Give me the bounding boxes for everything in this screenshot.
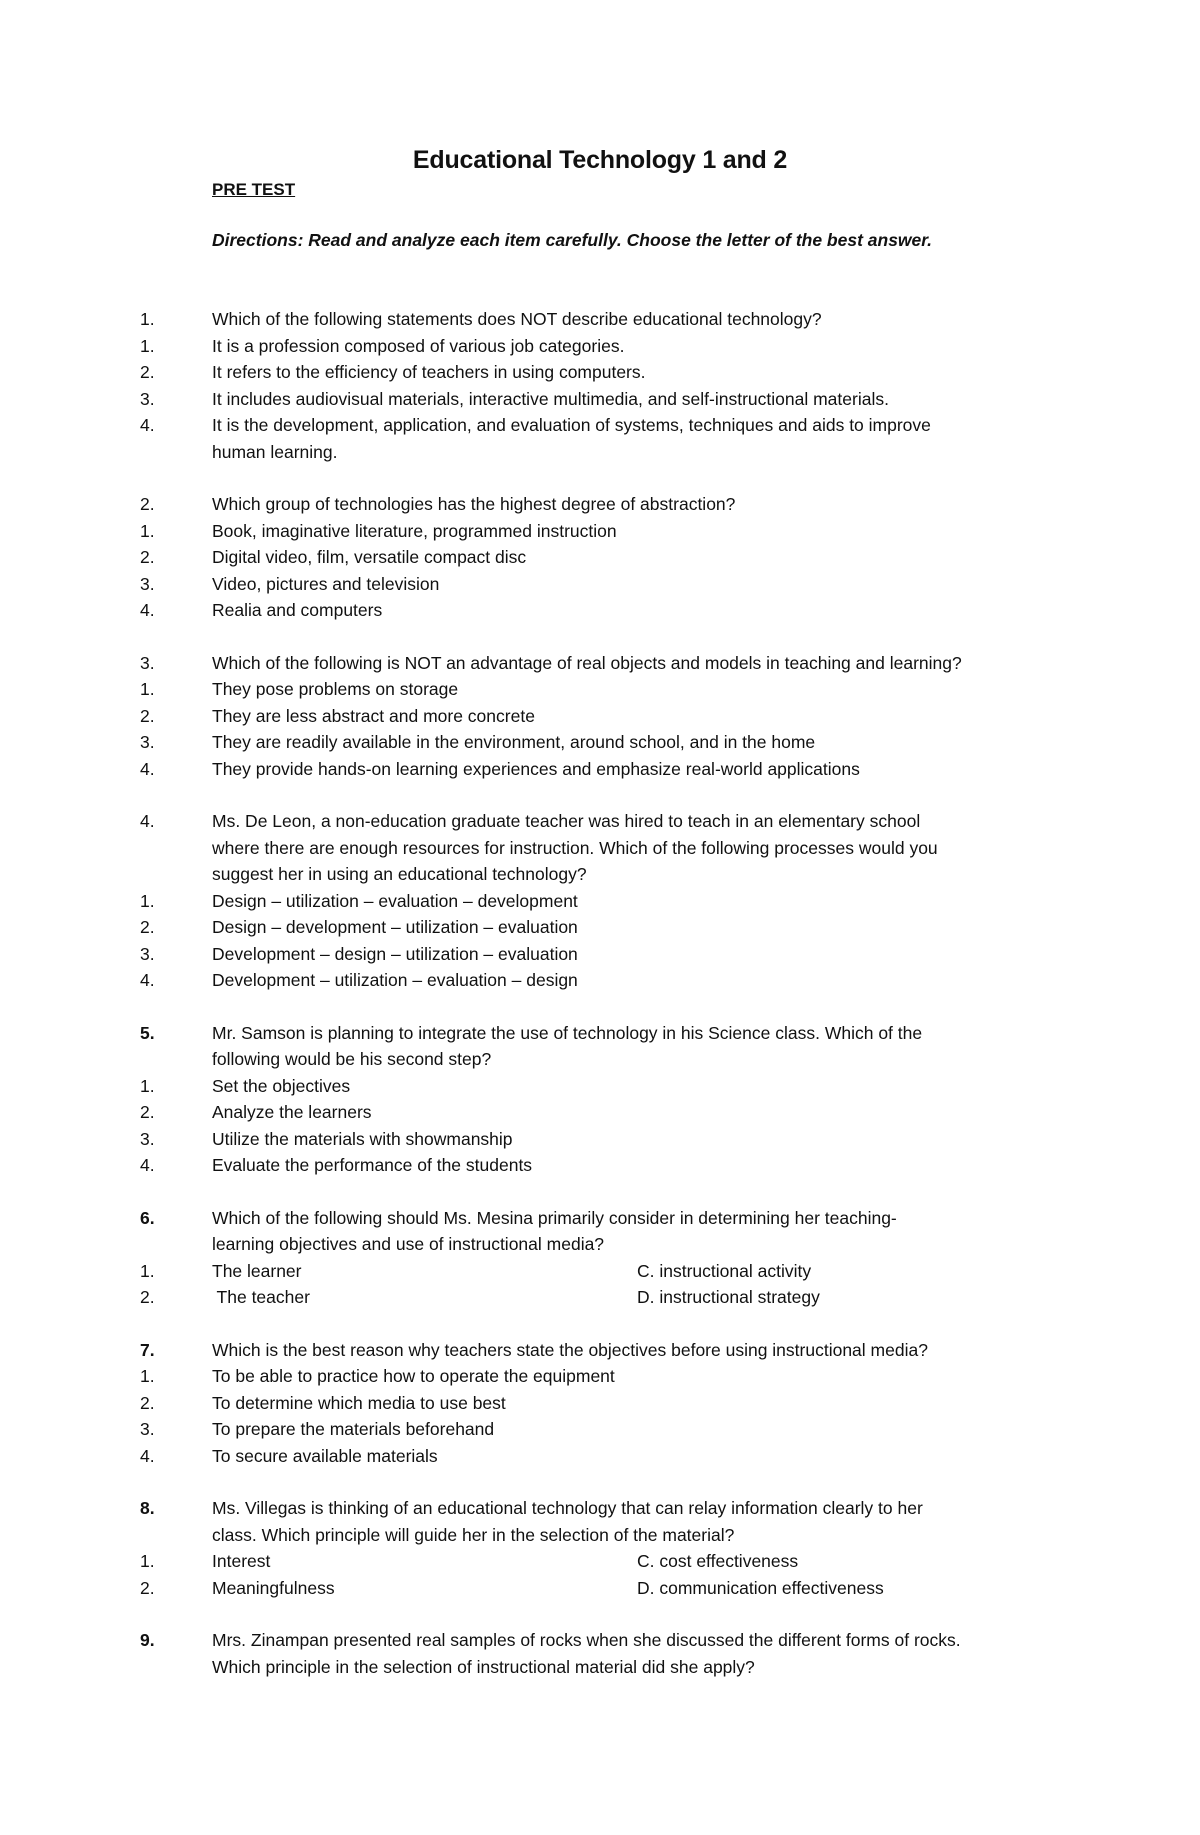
question-block <box>0 1020 1200 1179</box>
question-stem-line <box>0 306 1200 333</box>
option-number: 2. <box>140 362 155 382</box>
option-text: Design – development – utilization – evaluation <box>212 917 578 937</box>
answer-option <box>0 1126 1200 1153</box>
answer-option <box>0 914 1200 941</box>
answer-option <box>0 888 1200 915</box>
answer-option <box>0 967 1200 994</box>
option-number: 2. <box>140 1392 155 1413</box>
question-text: Ms. Villegas is thinking of an educational technology that can relay information clearly to her <box>212 1498 923 1518</box>
question-stem-line <box>0 1231 1200 1258</box>
option-number: 1. <box>140 1260 155 1281</box>
option-text: Development – design – utilization – evaluation <box>212 943 578 964</box>
option-text: human learning. <box>212 441 338 462</box>
question-stem-line <box>0 1020 1200 1047</box>
option-number: 3. <box>140 732 155 752</box>
question-text: Which principle in the selection of instructional material did she apply? <box>212 1656 755 1677</box>
answer-option <box>0 359 1200 386</box>
question-text: Which of the following statements does NOT describe educational technology? <box>212 309 822 329</box>
answer-option <box>0 544 1200 571</box>
question-block <box>0 1205 1200 1311</box>
option-columns <box>212 1548 1072 1575</box>
answer-option <box>0 386 1200 413</box>
option-text-right: D. instructional strategy <box>637 1287 820 1307</box>
question-stem-line <box>0 1522 1200 1549</box>
option-number: 1. <box>140 679 155 699</box>
answer-option <box>0 729 1200 756</box>
option-number: 4. <box>140 600 155 620</box>
option-text-right: D. communication effectiveness <box>637 1577 884 1598</box>
question-text: following would be his second step? <box>212 1049 492 1069</box>
question-number: 4. <box>140 811 155 831</box>
option-text: To determine which media to use best <box>212 1392 506 1413</box>
answer-option <box>0 1390 1200 1417</box>
question-stem-line <box>0 1495 1200 1522</box>
answer-option <box>0 571 1200 598</box>
question-stem-line <box>0 835 1200 862</box>
option-number: 1. <box>140 1075 155 1096</box>
option-text: Video, pictures and television <box>212 573 440 594</box>
option-number: 1. <box>140 335 155 356</box>
answer-option <box>0 439 1200 466</box>
question-number: 5. <box>140 1022 155 1043</box>
question-text: suggest her in using an educational technology? <box>212 864 587 884</box>
option-text: The learner <box>212 1260 302 1281</box>
option-number: 4. <box>140 1445 155 1466</box>
option-text: Meaningfulness <box>212 1577 335 1598</box>
question-text: class. Which principle will guide her in the selection of the material? <box>212 1524 735 1545</box>
answer-option <box>0 1363 1200 1390</box>
question-number <box>0 1522 212 1549</box>
question-block <box>0 650 1200 783</box>
answer-option <box>0 1443 1200 1470</box>
question-number: 9. <box>140 1630 155 1650</box>
answer-option <box>0 518 1200 545</box>
option-number: 3. <box>140 1419 155 1439</box>
option-number: 4. <box>140 415 155 435</box>
option-text: They pose problems on storage <box>212 679 459 699</box>
option-text: Interest <box>212 1551 271 1571</box>
option-text: They are readily available in the environment, around school, and in the home <box>212 732 816 752</box>
option-number: 4. <box>140 1155 155 1175</box>
option-number: 1. <box>140 890 155 911</box>
question-text: Mrs. Zinampan presented real samples of rocks when she discussed the different forms of rocks. <box>212 1630 961 1650</box>
option-number: 2. <box>140 1287 155 1307</box>
question-stem-line <box>0 1046 1200 1073</box>
option-text: They provide hands-on learning experiences and emphasize real-world applications <box>212 758 860 779</box>
answer-option-pair <box>0 1258 1200 1285</box>
question-block <box>0 808 1200 994</box>
question-number <box>0 835 212 862</box>
question-stem-line <box>0 1627 1200 1654</box>
option-text: Book, imaginative literature, programmed instruction <box>212 520 617 541</box>
question-text: Which of the following should Ms. Mesina primarily consider in determining her teaching- <box>212 1207 897 1228</box>
option-text: Development – utilization – evaluation – design <box>212 970 578 990</box>
option-text: Design – utilization – evaluation – development <box>212 890 578 911</box>
answer-option <box>0 1099 1200 1126</box>
questions-list <box>0 306 1200 1706</box>
option-columns <box>212 1258 1072 1285</box>
question-block <box>0 1627 1200 1680</box>
question-number: 7. <box>140 1339 155 1360</box>
question-number <box>0 1046 212 1073</box>
option-number: 4. <box>140 970 155 990</box>
option-text: It includes audiovisual materials, interactive multimedia, and self-instructional materials. <box>212 388 889 409</box>
option-text: Digital video, film, versatile compact disc <box>212 547 527 567</box>
option-text: It refers to the efficiency of teachers in using computers. <box>212 362 646 382</box>
directions-text: Directions: Read and analyze each item carefully. Choose the letter of the best answer. <box>212 230 932 250</box>
option-number: 2. <box>140 1577 155 1598</box>
option-text: Utilize the materials with showmanship <box>212 1128 513 1149</box>
question-block <box>0 306 1200 465</box>
question-number <box>0 1231 212 1258</box>
option-text: It is a profession composed of various job categories. <box>212 335 625 356</box>
option-text-right: C. cost effectiveness <box>637 1551 799 1571</box>
option-number: 3. <box>140 388 155 409</box>
question-number <box>0 861 212 888</box>
question-text: Which group of technologies has the highest degree of abstraction? <box>212 494 736 514</box>
question-text: learning objectives and use of instructional media? <box>212 1234 605 1254</box>
question-number <box>0 1654 212 1681</box>
option-text: To secure available materials <box>212 1445 438 1466</box>
answer-option <box>0 941 1200 968</box>
question-block <box>0 1495 1200 1601</box>
option-text: Set the objectives <box>212 1075 351 1096</box>
question-number: 2. <box>140 494 155 514</box>
option-text: To be able to practice how to operate the equipment <box>212 1366 615 1386</box>
question-text: Mr. Samson is planning to integrate the use of technology in his Science class. Which of the <box>212 1022 923 1043</box>
question-number: 8. <box>140 1498 155 1518</box>
option-text: Evaluate the performance of the students <box>212 1155 533 1175</box>
question-text: Which of the following is NOT an advantage of real objects and models in teaching and learning? <box>212 652 962 673</box>
answer-option <box>0 703 1200 730</box>
option-number: 2. <box>140 917 155 937</box>
question-stem-line <box>0 1654 1200 1681</box>
answer-option-pair <box>0 1548 1200 1575</box>
question-block <box>0 1337 1200 1470</box>
option-text: The teacher <box>212 1287 310 1307</box>
answer-option-pair <box>0 1284 1200 1311</box>
question-stem-line <box>0 491 1200 518</box>
option-text: Realia and computers <box>212 600 383 620</box>
option-text-right: C. instructional activity <box>637 1260 812 1281</box>
option-number: 3. <box>140 1128 155 1149</box>
answer-option <box>0 1416 1200 1443</box>
option-text: They are less abstract and more concrete <box>212 705 535 726</box>
option-number: 1. <box>140 1366 155 1386</box>
answer-option <box>0 597 1200 624</box>
question-number: 3. <box>140 652 155 673</box>
question-number: 6. <box>140 1207 155 1228</box>
question-text: Which is the best reason why teachers state the objectives before using instructional media? <box>212 1339 928 1360</box>
document-title: Educational Technology 1 and 2 <box>412 146 788 174</box>
option-number <box>0 439 212 466</box>
option-number: 1. <box>140 1551 155 1571</box>
answer-option-pair <box>0 1575 1200 1602</box>
answer-option <box>0 756 1200 783</box>
option-text: It is the development, application, and evaluation of systems, techniques and aids to improve <box>212 415 931 435</box>
option-number: 1. <box>140 520 155 541</box>
answer-option <box>0 1152 1200 1179</box>
option-columns <box>212 1575 1072 1602</box>
question-stem-line <box>0 861 1200 888</box>
option-text: To prepare the materials beforehand <box>212 1419 495 1439</box>
pretest-heading: PRE TEST <box>212 180 296 199</box>
question-number: 1. <box>140 309 155 329</box>
answer-option <box>0 333 1200 360</box>
question-stem-line <box>0 650 1200 677</box>
question-block <box>0 491 1200 624</box>
question-stem-line <box>0 1337 1200 1364</box>
question-stem-line <box>0 808 1200 835</box>
question-text: where there are enough resources for instruction. Which of the following processes would you <box>212 837 938 858</box>
option-number: 2. <box>140 705 155 726</box>
option-text: Analyze the learners <box>212 1102 372 1122</box>
question-text: Ms. De Leon, a non-education graduate teacher was hired to teach in an elementary school <box>212 811 921 831</box>
answer-option <box>0 676 1200 703</box>
option-number: 3. <box>140 943 155 964</box>
option-columns <box>212 1284 1072 1311</box>
option-number: 2. <box>140 547 155 567</box>
option-number: 4. <box>140 758 155 779</box>
option-number: 3. <box>140 573 155 594</box>
question-stem-line <box>0 1205 1200 1232</box>
option-number: 2. <box>140 1102 155 1122</box>
answer-option <box>0 412 1200 439</box>
answer-option <box>0 1073 1200 1100</box>
